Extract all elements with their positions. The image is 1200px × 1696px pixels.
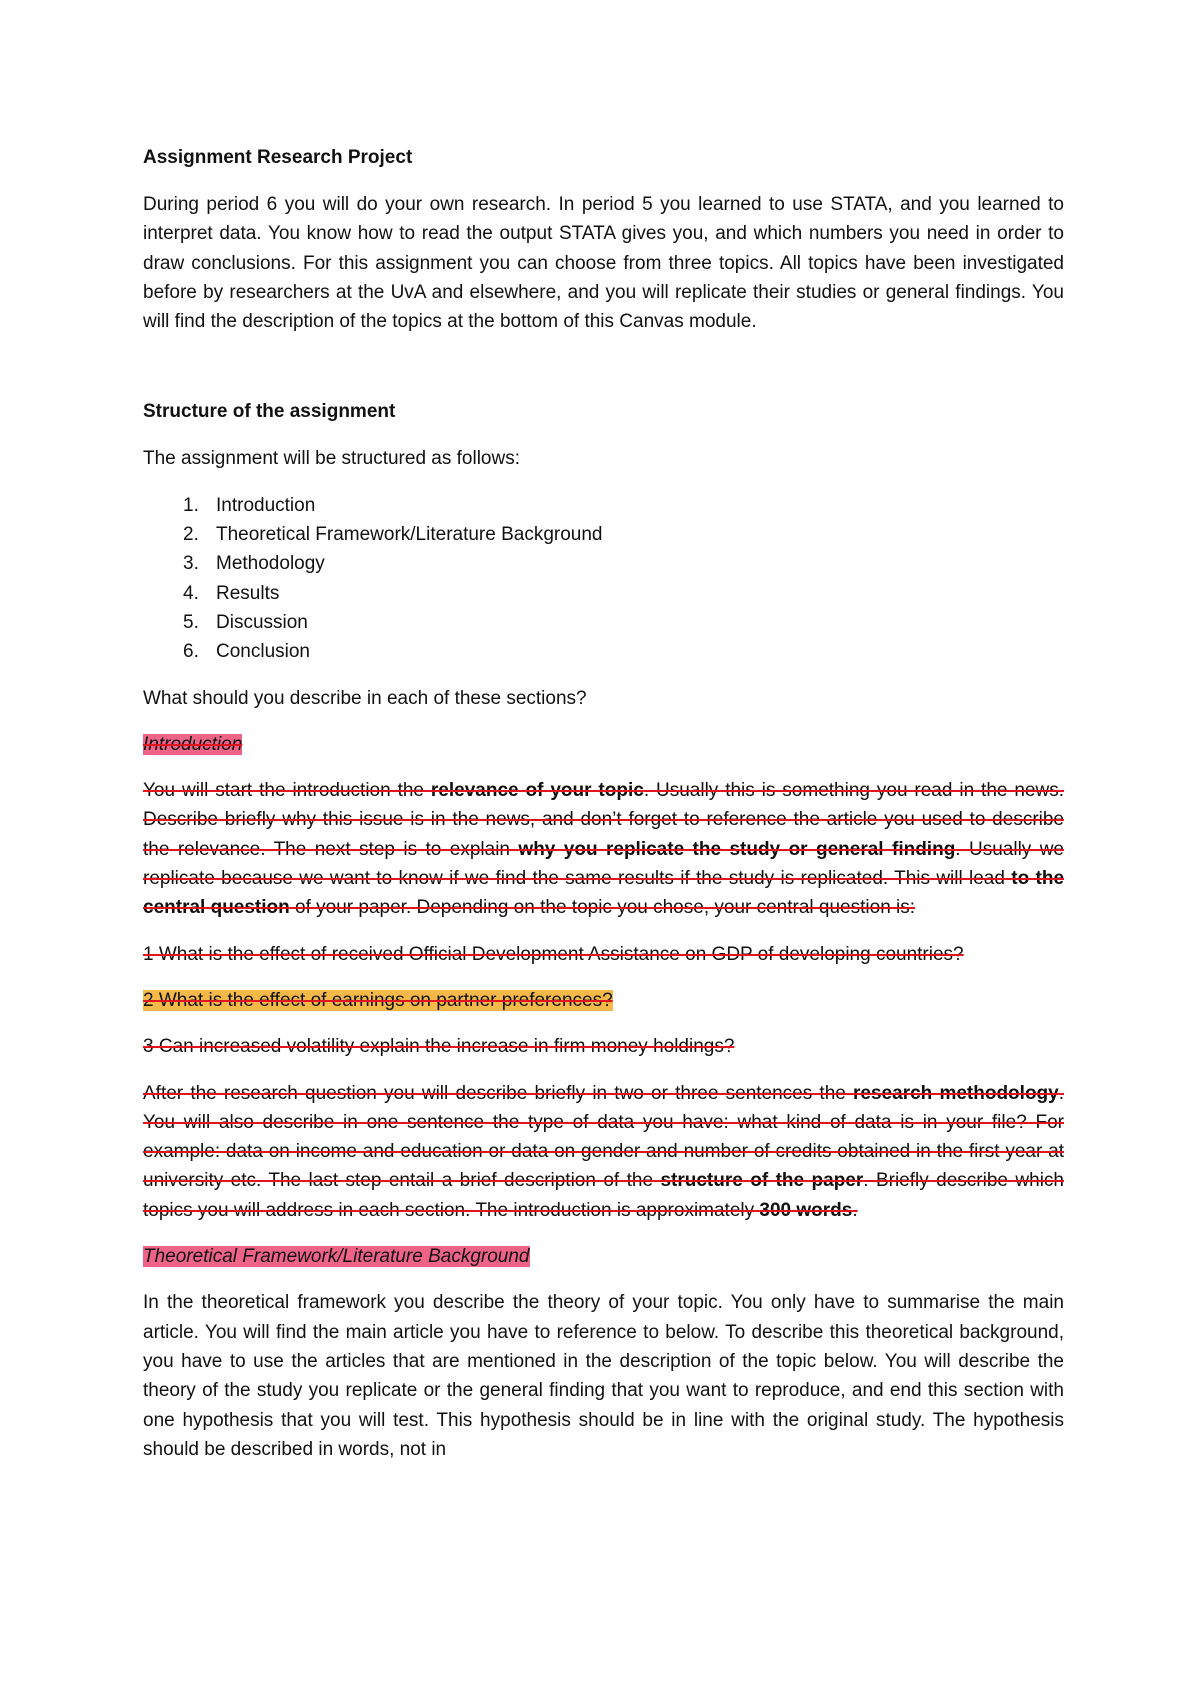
list-item: 2. Theoretical Framework/Literature Background bbox=[183, 524, 603, 546]
introduction-paragraph-1: You will start the introduction the relevance of your topic. Usually this is something you read in the news. Describe briefly why this issue is in the news, and don’t forget to reference the article you used to describe the relevance. The next step is to explain why you replicate the study or general finding. Usually we replicate because we want to know if we find the same results if the study is replicated. This will lead to the central question of your paper. Depending on the topic you chose, your central question is: bbox=[143, 780, 1065, 919]
question-line: What should you describe in each of these sections? bbox=[143, 687, 587, 709]
question-3: 3 Can increased volatility explain the increase in firm money holdings? bbox=[143, 1036, 735, 1058]
theory-paragraph: In the theoretical framework you describe the theory of your topic. You only have to summarise the main article. You will find the main article you have to reference to below. To describe this theoretical background, you have to use the articles that are mentioned in the description of the topic below. You will describe the theory of the study you replicate or the general finding that you want to reproduce, and end this section with one hypothesis that you will test. This hypothesis should be in line with the original study. The hypothesis should be described in words, not in bbox=[143, 1292, 1064, 1460]
introduction-paragraph-2: After the research question you will describe briefly in two or three sentences the research methodology. You will also describe in one sentence the type of data you have: what kind of data is in your file? For example: data on income and education or data on gender and number of credits obtained in the first year at university etc. The last step entail a brief description of the structure of the paper. Briefly describe which topics you will address in each section. The introduction is approximately 300 words. bbox=[143, 1082, 1064, 1221]
theory-heading: Theoretical Framework/Literature Background bbox=[143, 1246, 530, 1268]
list-item: 5. Discussion bbox=[183, 611, 308, 633]
list-item: 4. Results bbox=[183, 582, 280, 604]
sections-list bbox=[143, 491, 1064, 667]
structure-heading: Structure of the assignment bbox=[143, 401, 396, 423]
list-item: 3. Methodology bbox=[183, 553, 325, 575]
list-item: 1. Introduction bbox=[183, 494, 316, 516]
document-title: Assignment Research Project bbox=[143, 147, 413, 168]
question-1: 1 What is the effect of received Official Development Assistance on GDP of developing countries? bbox=[143, 943, 964, 965]
question-2: 2 What is the effect of earnings on partner preferences? bbox=[143, 989, 613, 1011]
introduction-heading: Introduction bbox=[143, 733, 243, 755]
structure-lead: The assignment will be structured as follows: bbox=[143, 448, 520, 470]
list-item: 6. Conclusion bbox=[183, 641, 310, 663]
intro-paragraph: During period 6 you will do your own research. In period 5 you learned to use STATA, and you learned to interpret data. You know how to read the output STATA gives you, and which numbers you need in order to draw conclusions. For this assignment you can choose from three topics. All topics have been investigated before by researchers at the UvA and elsewhere, and you will replicate their studies or general findings. You will find the description of the topics at the bottom of this Canvas module. bbox=[143, 194, 1064, 333]
document-body bbox=[143, 146, 1064, 1464]
